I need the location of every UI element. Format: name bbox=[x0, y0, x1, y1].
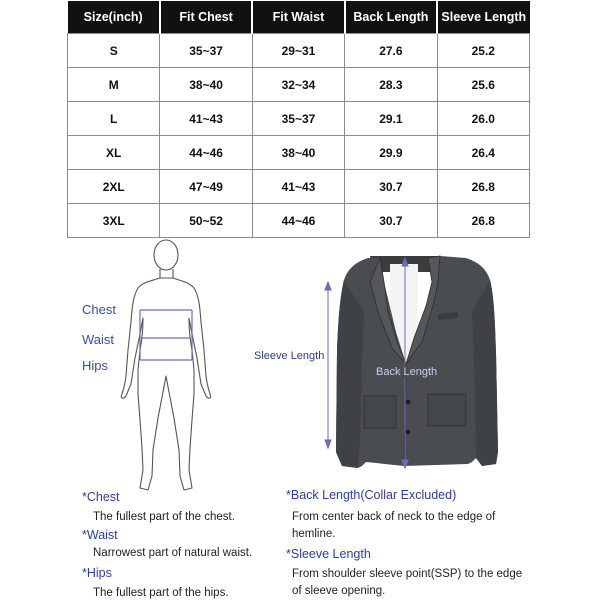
cell-sleeve-length: 26.4 bbox=[437, 136, 529, 170]
blazer-measurement-diagram bbox=[318, 252, 503, 474]
column-header-back-length: Back Length bbox=[345, 1, 437, 34]
cell-fit-waist: 32~34 bbox=[252, 68, 344, 102]
waist-label: Waist bbox=[82, 332, 115, 347]
table-header-row bbox=[68, 1, 530, 34]
legend-chest-title: *Chest bbox=[82, 490, 120, 504]
cell-fit-waist: 29~31 bbox=[252, 34, 344, 68]
legend-sleeve-length-desc: From shoulder sleeve point(SSP) to the edge of sleeve opening. bbox=[292, 568, 523, 597]
cell-size: XL bbox=[68, 136, 160, 170]
table-row bbox=[68, 102, 530, 136]
cell-size: M bbox=[68, 68, 160, 102]
legend-waist-title: *Waist bbox=[82, 528, 118, 542]
legend-sleeve-length-title: *Sleeve Length bbox=[286, 547, 371, 561]
sleeve-length-label: Sleeve Length bbox=[254, 350, 325, 362]
legend-back-length-title: *Back Length(Collar Excluded) bbox=[286, 488, 457, 502]
cell-size: S bbox=[68, 34, 160, 68]
legend-chest-desc: The fullest part of the chest. bbox=[93, 511, 235, 523]
column-header-fit-waist: Fit Waist bbox=[252, 1, 344, 34]
back-length-label: Back Length bbox=[376, 366, 438, 378]
cell-back-length: 29.1 bbox=[345, 102, 437, 136]
chest-label: Chest bbox=[82, 302, 116, 317]
cell-fit-chest: 38~40 bbox=[160, 68, 252, 102]
cell-fit-waist: 35~37 bbox=[252, 102, 344, 136]
legend-waist-desc: Narrowest part of natural waist. bbox=[93, 547, 253, 559]
cell-fit-chest: 47~49 bbox=[160, 170, 252, 204]
cell-size: 3XL bbox=[68, 204, 160, 238]
cell-sleeve-length: 26.8 bbox=[437, 170, 529, 204]
table-row bbox=[68, 34, 530, 68]
size-chart-table bbox=[67, 1, 530, 238]
cell-fit-waist: 44~46 bbox=[252, 204, 344, 238]
column-header-fit-chest: Fit Chest bbox=[160, 1, 252, 34]
body-outline-figure bbox=[118, 238, 248, 500]
cell-back-length: 28.3 bbox=[345, 68, 437, 102]
cell-back-length: 30.7 bbox=[345, 204, 437, 238]
table-row bbox=[68, 68, 530, 102]
cell-size: L bbox=[68, 102, 160, 136]
cell-sleeve-length: 25.6 bbox=[437, 68, 529, 102]
table-row bbox=[68, 136, 530, 170]
cell-fit-chest: 50~52 bbox=[160, 204, 252, 238]
hips-label: Hips bbox=[82, 358, 109, 373]
cell-fit-waist: 41~43 bbox=[252, 170, 344, 204]
cell-back-length: 29.9 bbox=[345, 136, 437, 170]
cell-back-length: 30.7 bbox=[345, 170, 437, 204]
cell-fit-waist: 38~40 bbox=[252, 136, 344, 170]
legend-hips-title: *Hips bbox=[82, 566, 112, 580]
cell-sleeve-length: 26.8 bbox=[437, 204, 529, 238]
table-row bbox=[68, 170, 530, 204]
cell-fit-chest: 41~43 bbox=[160, 102, 252, 136]
column-header-sleeve-length: Sleeve Length bbox=[437, 1, 529, 34]
cell-back-length: 27.6 bbox=[345, 34, 437, 68]
cell-size: 2XL bbox=[68, 170, 160, 204]
cell-fit-chest: 44~46 bbox=[160, 136, 252, 170]
cell-sleeve-length: 25.2 bbox=[437, 34, 529, 68]
cell-fit-chest: 35~37 bbox=[160, 34, 252, 68]
cell-sleeve-length: 26.0 bbox=[437, 102, 529, 136]
legend-hips-desc: The fullest part of the hips. bbox=[93, 587, 229, 599]
column-header-size: Size(inch) bbox=[68, 1, 160, 34]
legend-back-length-desc: From center back of neck to the edge of hemline. bbox=[292, 511, 496, 540]
table-row bbox=[68, 204, 530, 238]
